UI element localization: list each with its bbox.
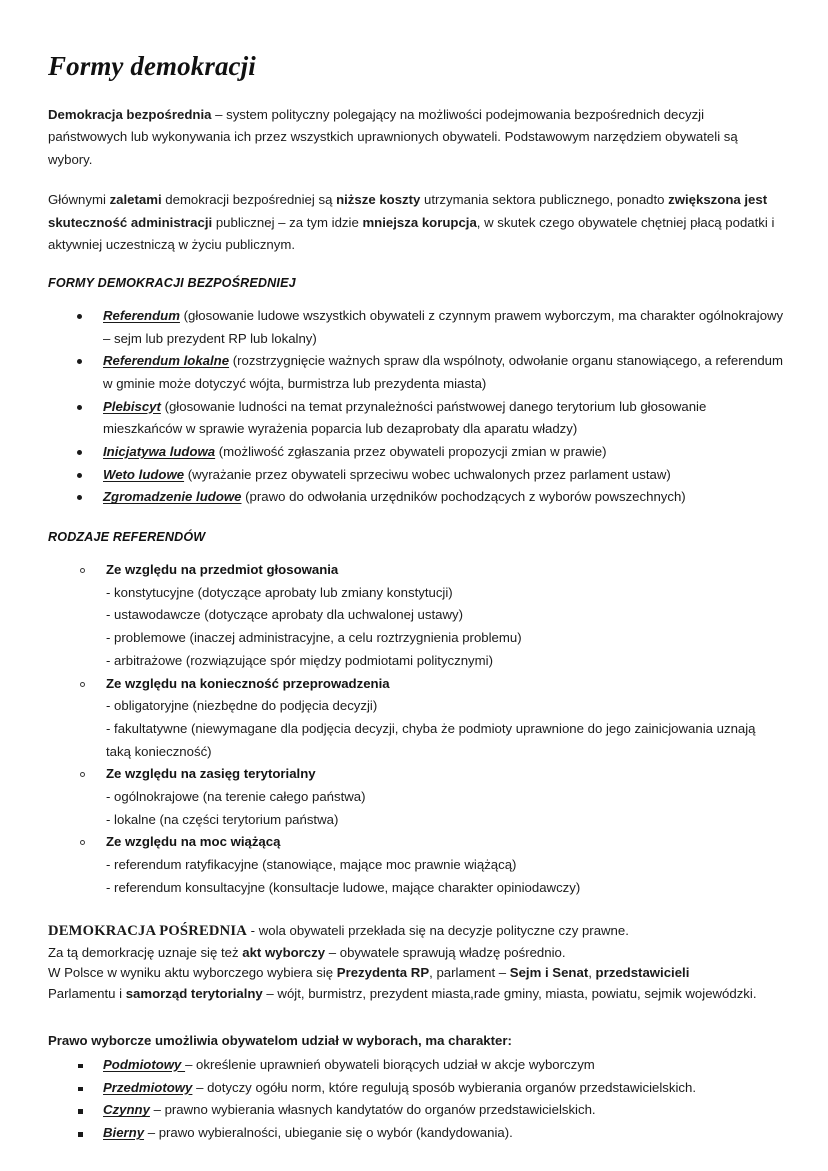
text-fragment: Za tą demorkrację uznaje się też	[48, 944, 243, 960]
text-fragment: publicznej – za tym idzie	[212, 214, 363, 230]
group-lines	[106, 854, 784, 899]
page-title: Formy demokracji	[48, 51, 256, 81]
list-item	[48, 350, 784, 395]
list-item	[48, 763, 784, 831]
bold-term-samorzad-terytorialny: samorząd terytorialny	[125, 986, 263, 1002]
list-item	[48, 1077, 784, 1100]
list-item-text: (możliwość zgłaszania przez obywateli propozycji zmian w prawie)	[215, 444, 607, 460]
text-fragment: , w skutek czego obywatele chętniej płacą podatki i aktywniej uczestniczą w życiu publicznym.	[48, 214, 775, 253]
paragraph-lead-term: Demokracja bezpośrednia	[48, 106, 212, 122]
posrednia-line-2	[48, 943, 784, 964]
group-lines	[106, 695, 784, 763]
spacer	[48, 1021, 784, 1030]
bold-term-mniejsza-korupcja: mniejsza korupcja	[362, 214, 477, 230]
list-item-text: (wyrażanie przez obywateli sprzeciwu wobec uchwalonych przez parlament ustaw)	[184, 466, 671, 482]
list-item	[48, 441, 784, 464]
dash-line: - referendum konsultacyjne (konsultacje ludowe, mające charakter opiniodawczy)	[106, 879, 581, 895]
posrednia-title: DEMOKRACJA POŚREDNIA	[48, 922, 247, 939]
text-fragment: W Polsce w wyniku aktu wyborczego wybiera się	[48, 965, 337, 981]
list-item-term: Bierny	[103, 1125, 145, 1140]
bold-term-prezydenta-rp: Prezydenta RP	[336, 965, 430, 981]
dash-line: - arbitrażowe (rozwiązujące spór między podmiotami politycznymi)	[106, 652, 493, 668]
list-item	[48, 396, 784, 441]
text-fragment: ,	[588, 965, 596, 981]
text-fragment: - wola obywateli przekłada się na decyzje polityczne czy prawne.	[247, 922, 629, 938]
list-item-text: – określenie uprawnień obywateli biorących udział w akcje wyborczym	[185, 1056, 595, 1072]
paragraph-demokracja-bezposrednia	[48, 104, 784, 172]
list-item	[48, 673, 784, 764]
dash-line: - ustawodawcze (dotyczące aprobaty dla uchwalonej ustawy)	[106, 607, 463, 623]
text-fragment: , parlament –	[429, 965, 510, 981]
block-demokracja-posrednia	[48, 920, 784, 1006]
text-fragment: – wójt, burmistrz, prezydent miasta,rade gminy, miasta, powiatu, sejmik wojewódzki.	[262, 986, 757, 1002]
bold-term-zaletami: zaletami	[109, 191, 162, 207]
dash-line: - problemowe (inaczej administracyjne, a celu roztrzygnienia problemu)	[106, 630, 522, 646]
list-item	[48, 559, 784, 673]
list-item-term: Czynny	[103, 1102, 150, 1118]
list-item-term: Przedmiotowy	[103, 1079, 193, 1095]
paragraph-zalety	[48, 189, 784, 257]
bold-term-sejm-i-senat: Sejm i Senat	[509, 965, 589, 981]
spacer	[48, 900, 784, 920]
list-item-term: Referendum	[103, 307, 180, 323]
list-rodzaje-referendow	[48, 559, 784, 900]
dash-line: - lokalne (na części terytorium państwa)	[106, 811, 339, 827]
list-formy-demokracji-bezposredniej	[48, 305, 784, 509]
bold-term-nizsze-koszty: niższe koszty	[336, 191, 421, 207]
list-item-text: – dotyczy ogółu norm, które regulują sposób wybierania organów przedstawicielskich.	[192, 1079, 696, 1095]
list-item-text: (prawo do odwołania urzędników pochodzących z wyborów powszechnych)	[241, 489, 686, 505]
list-item	[48, 305, 784, 350]
list-item-text: – prawno wybierania własnych kandytatów do organów przedstawicielskich.	[149, 1102, 596, 1118]
text-fragment: Głównymi	[48, 191, 110, 207]
list-item	[48, 831, 784, 899]
text-fragment: – obywatele sprawują władzę pośrednio.	[325, 944, 566, 960]
bold-term-przedstawicieli: przedstawicieli	[595, 965, 690, 981]
dash-line: - ogólnokrajowe (na terenie całego państwa)	[106, 789, 366, 805]
text-fragment: Parlamentu i	[48, 986, 126, 1002]
group-lines	[106, 582, 784, 673]
list-item-term: Weto ludowe	[103, 466, 185, 482]
group-heading: Ze względu na zasięg terytorialny	[106, 766, 316, 782]
text-fragment: utrzymania sektora publicznego, ponadto	[420, 191, 669, 207]
list-item-term: Zgromadzenie ludowe	[103, 489, 242, 505]
list-item-text: (głosowanie ludowe wszystkich obywateli z czynnym prawem wyborczym, ma charakter ogólnokrajowy – sejm lub prezydent RP lub lokalny)	[103, 307, 784, 346]
list-item	[48, 464, 784, 487]
spacer	[48, 509, 784, 524]
list-item-term: Podmiotowy	[103, 1056, 186, 1072]
group-heading: Ze względu na konieczność przeprowadzenia	[106, 675, 390, 691]
paragraph-body: – system polityczny polegający na możliwości podejmowania bezpośrednich decyzji państwowych lub wykonywania ich przez wszystkich uprawnionych obywateli. Podstawowym narzędziem obywateli są wybory.	[48, 106, 738, 168]
list-item-text: – prawo wybieralności, ubieganie się o wybór (kandydowania).	[144, 1125, 513, 1140]
dash-line: - konstytucyjne (dotyczące aprobaty lub zmiany konstytucji)	[106, 584, 453, 600]
list-item-text: (rozstrzygnięcie ważnych spraw dla wspólnoty, odwołanie organu stanowiącego, a referendum w gminie może dotyczyć wójta, burmistrza lub prezydenta miasta)	[103, 353, 783, 391]
dash-line: - fakultatywne (niewymagane dla podjęcia decyzji, chyba że podmioty uprawnione do jego zainicjowania uznają taką konieczność)	[106, 720, 756, 759]
list-item-text: (głosowanie ludności na temat przynależności państwowej danego terytorium lub głosowanie mieszkańców w sprawie wyrażenia poparcia lub dezaprobaty dla aparatu władzy)	[103, 398, 707, 437]
bold-term-zwiekszona-skutecznosc: zwiększona jest skuteczność administracji	[48, 191, 768, 230]
section-heading-formy: FORMY DEMOKRACJI BEZPOŚREDNIEJ	[48, 275, 296, 290]
list-item	[48, 1054, 784, 1077]
group-heading: Ze względu na moc wiążącą	[106, 834, 281, 850]
dash-line: - obligatoryjne (niezbędne do podjęcia decyzji)	[106, 698, 378, 714]
dash-line: - referendum ratyfikacyjne (stanowiące, mające moc prawnie wiążącą)	[106, 857, 517, 873]
group-heading: Ze względu na przedmiot głosowania	[106, 562, 339, 578]
list-item	[48, 1099, 784, 1122]
posrednia-line-4	[48, 984, 784, 1005]
posrednia-line-3	[48, 963, 784, 984]
prawo-wyborcze-lead: Prawo wyborcze umożliwia obywatelom udział w wyborach, ma charakter:	[48, 1033, 512, 1049]
section-heading-rodzaje: RODZAJE REFERENDÓW	[48, 530, 206, 545]
list-item-term: Referendum lokalne	[103, 353, 230, 369]
text-fragment: demokracji bezpośredniej są	[161, 191, 337, 207]
list-item	[48, 1122, 784, 1145]
posrednia-line-1	[48, 920, 784, 943]
list-prawo-wyborcze	[48, 1054, 784, 1145]
list-item	[48, 486, 784, 509]
bold-term-akt-wyborczy: akt wyborczy	[242, 944, 326, 960]
group-lines	[106, 786, 784, 831]
list-item-term: Inicjatywa ludowa	[103, 444, 216, 460]
list-item-term: Plebiscyt	[103, 398, 161, 414]
